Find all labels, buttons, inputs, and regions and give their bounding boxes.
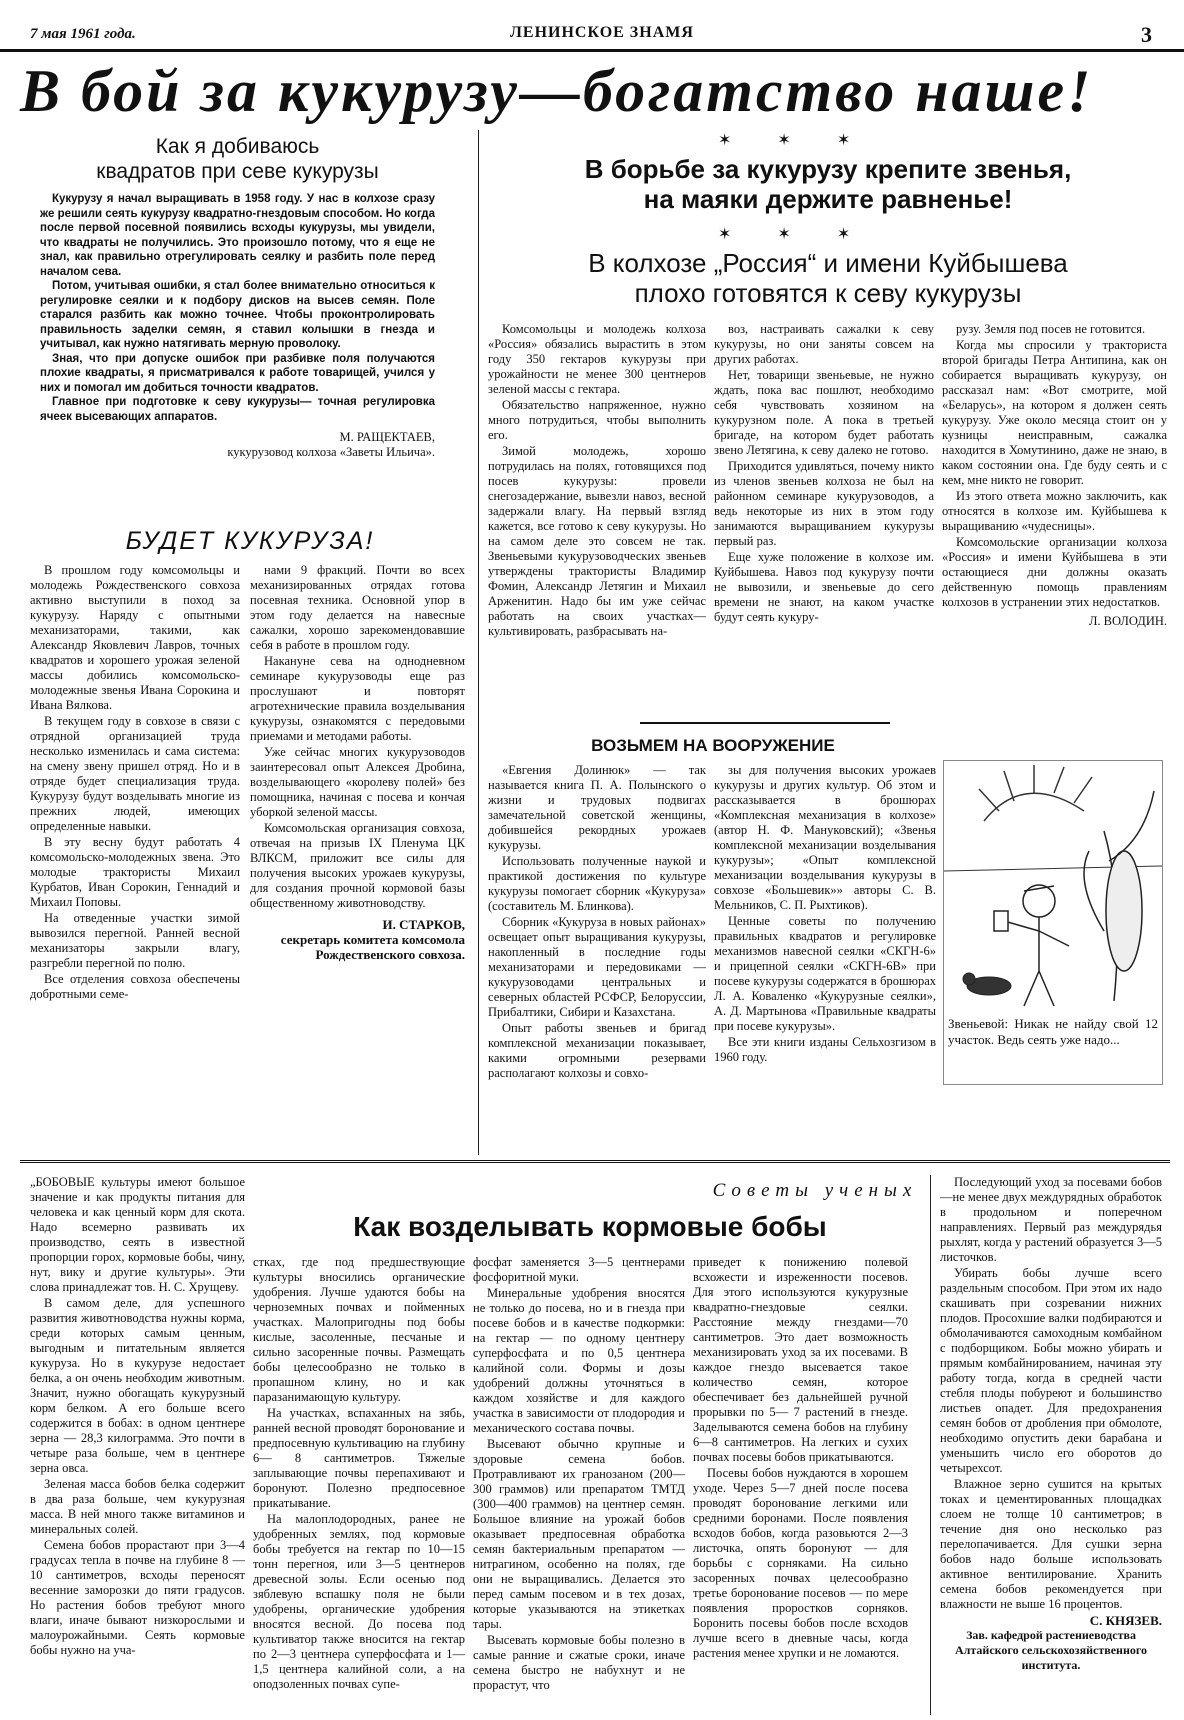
main-headline: В бой за кукурузу—богатство наше! [20, 58, 1094, 124]
separator-rule [640, 722, 890, 724]
signature-role: кукурузовод колхоза «Заветы Ильича». [227, 445, 435, 459]
text-column: Комсомольцы и молодежь колхоза «Россия» обязались вырастить в этом году 350 гектаров кукурузы при урожайности не менее 300 центнеров зеленой массы с гектара. Обязательство напряженное, нужно много потрудиться, чтобы выполнить его. Зимой молодежь, хорошо потрудилась на полях, готовящихся под посев кукурузы: провели снегозадержание, вывезли навоз, весной задержали влагу. На первый взгляд кажется, все готово к севу кукурузы. Но на самом деле это совсем не так. Звеньевыми кукурузоводческих звеньев утверждены трактористы Владимир Фомин, Александр Летягин и Михаил Арженитин. Надо бы им уже сейчас работать на своих участках—культивировать, разбрасывать на- [488, 322, 706, 638]
signature-name: Л. ВОЛОДИН. [1088, 614, 1167, 628]
article-quadrats [40, 134, 435, 514]
text-column: фосфат заменяется 3—5 центнерами фосфоритной муки. Минеральные удобрения вносятся не только до посева, но и в гнезда при посеве бобов и в качестве подкормки: на гектар — по одному центнеру суперфосфата и по 0,5 центнера калийной соли. Формы и дозы удобрений должны уточняться в каждом хозяйстве и для каждого участка в зависимости от плодородия и механического состава почвы. Высевают обычно крупные и здоровые семена бобов. Протравливают их гранозаном (200—300 граммов) или препаратом ТМТД (300—400 граммов) на центнер семян. Большое влияние на урожай бобов оказывает предпосевная обработка семян бактериальным препаратом — нитрагином, особенно на полях, где они не выращивались. Делается это перед самым посевом и в тех дозах, которые указываются на этикетках тары. Высевать кормовые бобы полезно в самые ранние и сжатые сроки, иначе семена быстро не набухнут и не прорастут, что [473, 1255, 685, 1692]
page-header [0, 0, 1184, 52]
stars-decoration: ✶✶✶ [718, 132, 897, 149]
cornstalk-icon [1084, 791, 1154, 1001]
text-column: нами 9 фракций. Почти во всех механизированных отрядах готова посевная техника. Основной упор в этом году делается на навесные сажалки, хорошо зарекомендовавшие себя в работе в прошлом году. Накануне сева на однодневном семинаре кукурузоводы еще раз прослушают и повторят агротехнические правила возделывания кукурузы, ознакомятся с передовыми приемами и методами работы. Уже сейчас многих кукурузоводов заинтересовал опыт Алексея Дробина, возделывающего «королеву полей» без помощника, начиная с посева и кончая уборкой зеленой массы. Комсомольская организация совхоза, отвечая на призыв IX Пленума ЦК ВЛКСМ, приложит все силы для получения высоких урожаев кукурузы, для создания прочной кормовой базы общественному животноводству. И. СТАРКОВ, секретарь комитета комсомола Рождественского совхоза. [250, 563, 465, 962]
article-title: В колхозе „Россия“ и имени Куйбышева плохо готовятся к севу кукурузы [588, 248, 1068, 308]
signature-role: Зав. кафедрой растениеводства Алтайского сельскохозяйственного института. [954, 1628, 1148, 1672]
paragraph: Потом, учитывая ошибки, я стал более внимательно относиться к регулировке сеялки и к подбору дисков на высев семян. Поле старался разбить как можно точнее. Чтобы проконтролировать правильность заделки семян, я ставил колышки в гнезда и учитывал, как нужно натягивать мерную проволоку. [40, 280, 435, 350]
text-column: стках, где под предшествующие культуры вносились органические удобрения. Лучше удаются бобы на черноземных почвах и пойменных участках. Малопригодны под бобы кислые, засоленные, песчаные и сильно засоренные почвы. Размещать бобы целесообразно не только в пропашном клину, но и как паразанимающую культуру. На участках, вспаханных на зябь, ранней весной проводят боронование и предпосевную культивацию на глубину 6— 8 сантиметров. Тяжелые заплывающие почвы перепахивают и боронуют. Полезно предпосевное прикатывание. На малоплодородных, ранее не удобренных землях, под кормовые бобы требуется на гектар по 10—15 тонн перегноя, или 3—5 центнеров древесной золы. Если осенью под зяблевую вспашку поля не были удобрены, органические удобрения вносятся весной. До посева под культиватор также вносится на гектар по 2—3 центнера суперфосфата и 1—1,5 центнера калийной соли, а на оподзоленных почвах супе- [253, 1255, 465, 1691]
text-column: воз, настраивать сажалки к севу кукурузы, но они заняты совсем на других работах. Нет, товарищи звеньевые, не нужно ждать, пока вас пошлют, необходимо себя чувствовать хозяином на кукурузном поле. А пока в третьей бригаде, на котором будет работать звено Летягина, к севу далеко не готово. Приходится удивляться, почему никто из членов звеньев колхоза не был на районном семинаре кукурузоводов, а ведь некоторые из них в этом году занимаются выращиванием кукурузы первый раз. Еще хуже положение в колхозе им. Куйбышева. Навоз под кукурузу почти не вывозили, и звеньевые до сего времени не знают, на каком участке будут сеять кукуру- [714, 322, 934, 624]
text-column: рузу. Земля под посев не готовится. Когда мы спросили у тракториста второй бригады Петра Антипина, как он собирается выращивать кукурузу, он рассказал нам: «Вот смотрите, мой «Беларусь», на котором я должен сеять кукурузу. Уже около месяца стоит он у кузницы неисправным, сажалка находится в Хомутинино, даже не знаю, в каком состоянии она. Где буду сеять и с кем, мне никто не говорит. Из этого ответа можно заключить, как относятся в колхозе им. Куйбышева к выращиванию «чудесницы». Комсомольские организации колхоза «Россия» и имени Куйбышева в эти остающиеся дни должны оказать действенную помощь правлениям колхозов в устранении этих недостатков. Л. ВОЛОДИН. [942, 322, 1167, 628]
article-title: Как я добиваюсь квадратов при севе кукурузы [96, 135, 379, 183]
article-title: Как возделывать кормовые бобы [353, 1211, 827, 1242]
article-title: ВОЗЬМЕМ НА ВООРУЖЕНИЕ [591, 736, 835, 755]
paragraph: Зная, что при допуске ошибок при разбивке поля получаются плохие квадраты, я присматривался к работе товарищей, учился у них и помогал им добиться точности квадратов. [40, 352, 435, 394]
newspaper-title: ЛЕНИНСКОЕ ЗНАМЯ [510, 24, 694, 41]
stars-decoration: ✶✶✶ [718, 226, 897, 243]
paragraph: Кукурузу я начал выращивать в 1958 году. У нас в колхозе сразу же решили сеять кукурузу квадратно-гнездовым способом. Но когда после первой посевной появились всходы кукурузы, мы увидели, что квадраты не получились. Это произошло потому, что я еще не знал, как правильно отрегулировать сеялку и разбить поле перед началом сева. [40, 193, 435, 278]
text-column: зы для получения высоких урожаев кукурузы и других культур. Об этом и рассказывается в брошюрах «Комплексная механизация в колхозе» (автор Н. Ф. Мануковский); «Звенья комплексной механизации возделывания кукурузы»; «Опыт комплексной механизации возделывания кукурузы в совхозе «Большевик»» авторы С. В. Мельников, С. П. Рыхтиков). Ценные советы по получению правильных квадратов и регулировке механизмов навесной сеялки «СКГН-6» и прицепной сеялки «СКГН-6В» при посеве кукурузы содержатся в брошюрах Л. А. Коваленко «Кукурузные сеялки», А. Д. Мартынова «Правильные квадраты при посеве кукурузы». Все эти книги изданы Сельхозгизом в 1960 году. [714, 763, 936, 1064]
section-divider [20, 1160, 1170, 1168]
text-column: Последующий уход за посевами бобов—не менее двух междурядных обработок в продольном и поперечном направлениях. Первый раз междурядья рыхлят, когда у растений образуется 3—5 листочков. Убирать бобы лучше всего раздельным способом. При этом их надо скашивать при созревании нижних плодов. Просохшие валки подбираются и обмолачиваются самоходным комбайном с подборщиком. Бобы можно убирать и прямым комбайнированием, начиная эту работу тогда, когда в средней части стебля плоды побуреют и большинство листьев опадет. Для предохранения семян бобов от дробления при обмолоте, необходимо опустить деки барабана и уменьшить число его оборотов до четырехсот. Влажное зерно сушится на крытых токах и цементированных площадках слоем не толще 10 сантиметров; в течение дня оно несколько раз перелопачивается. Для сушки зерна бобов надо больше использовать активное вентилирование. Хранить семена бобов рекомендуется при влажности не выше 16 процентов. С. КНЯЗЕВ. Зав. кафедрой растениеводства Алтайского сельскохозяйственного института. [940, 1175, 1162, 1672]
slogan: В борьбе за кукурузу крепите звенья, на маяки держите равненье! [584, 154, 1072, 214]
column-divider [930, 1175, 931, 1715]
signature-role: секретарь комитета комсомола Рождественского совхоза. [280, 932, 465, 962]
page-number: 3 [1141, 22, 1152, 47]
sun-icon [979, 765, 1092, 821]
cartoon-illustration [944, 761, 1162, 1011]
signature-name: И. СТАРКОВ, [382, 917, 465, 932]
paragraph: Главное при подготовке к севу кукурузы— точная регулировка ячеек высевающих аппаратов. [40, 396, 435, 423]
rubric: Советы ученых [712, 1180, 918, 1201]
signature-name: С. КНЯЗЕВ. [1089, 1613, 1162, 1628]
text-column: В прошлом году комсомольцы и молодежь Рождественского совхоза активно выступили в поход за кукурузу. Наряду с опытными механизаторами, такими, как Александр Яковлевич Лавров, точных квадратов и хорошего урожая зеленой массы добились комсомольско-молодежные звенья Ивана Сорокина и Ивана Вялкова. В текущем году в совхозе в связи с отрядной организацией труда несколько изменилась и сама система: на смену звену пришел отряд. Но и в отряде будет специализация труда. Кукурузу будут возделывать многие из прежних людей, имеющих определенные навыки. В эту весну будут работать 4 комсомольско-молодежных звена. Это молодые трактористы Михаил Курбатов, Иван Сорокин, Геннадий и Михаил Поповы. На отведенные участки зимой вывозился перегной. Ранней весной механизаторы закрыли влагу, разгребли перегной по полю. Все отделения совхоза обеспечены добротными семе- [30, 563, 240, 1001]
column-divider [478, 130, 479, 1155]
dog-icon [963, 973, 1011, 995]
cartoon [943, 760, 1163, 1085]
article-vozmem [488, 735, 938, 1155]
text-column: „БОБОВЫЕ культуры имеют большое значение и как продукты питания для человека и как ценный корм для скота. Надо всемерно развивать их производство, сеять в известной пропорции горох, кормовые бобы, чину, нут, вику и другие культуры». Эти слова принадлежат тов. Н. С. Хрущеву. В самом деле, для успешного развития животноводства нужны корма, среди которых самым ценным, выгодным и питательным является кукуруза. Но в кукурузе недостает белка, а он очень необходим животным. Значит, нужно обогащать кукурузный корм белком. А его больше всего содержится в бобах: в одном центнере зерна — 28,3 килограмма. Это почти в четыре раза больше, чем в центнере зерна овса. Зеленая масса бобов белка содержит в два раза больше, чем кукурузная масса. В ней много также витаминов и минеральных солей. Семена бобов прорастают при 3—4 градусах тепла в почве на глубине 8 — 10 сантиметров, всходы переносят весенние заморозки до пяти градусов. Но растения бобов требуют много влаги, иначе бывают низкорослыми и малоурожайными. Сеять кормовые бобы нужно на уча- [30, 1175, 245, 1657]
text-column: приведет к понижению полевой всхожести и изреженности посевов. Для этого используются кукурузные квадратно-гнездовые сеялки. Расстояние между гнездами—70 сантиметров. Это дает возможность механизировать уход за их посевами. В каждое гнездо высевается такое количество семян, которое обеспечивает без дальнейшей ручной прорывки по 5— 7 растений в гнезде. Заделываются семена бобов на глубину 6—8 сантиметров. На легких и сухих почвах посевы бобов прикатываются. Посевы бобов нуждаются в хорошем уходе. Через 5—7 дней после посева проводят боронование легкими или средними боронами. После появления всходов бобов, когда разовьются 2—3 листочка, опять боронуют — для борьбы с сорняками. На сильно засоренных почвах целесообразно третье боронование посевов — по мере появления проростков сорняков. Боронить посевы бобов после всходов лучше всего в дневные часы, когда растения менее хрупки и не ломаются. [693, 1255, 908, 1660]
signature-name: М. РАЩЕКТАЕВ, [339, 430, 435, 444]
article-russia-kolkhoz [488, 322, 1168, 740]
issue-date: 7 мая 1961 года. [30, 26, 136, 42]
article-budet-kukuruza [30, 525, 470, 1155]
article-title: БУДЕТ КУКУРУЗА! [125, 527, 375, 555]
text-column: «Евгения Долинюк» — так называется книга П. А. Полынского о жизни и трудовых подвигах замечательной советской женщины, добившейся рекордных урожаев кукурузы. Использовать полученные наукой и практикой достижения по культуре кукурузы помогает сборник «Кукуруза» (составитель М. Блинкова). Сборник «Кукуруза в новых районах» освещает опыт выращивания кукурузы, накопленный в последние годы механизаторами и передовиками — кукурузоводами центральных и северных областей РСФСР, Белоруссии, Прибалтики, Сибири и Казахстана. Опыт работы звеньев и бригад комплексной механизации показывает, какими огромными резервами располагают колхозы и совхо- [488, 763, 706, 1080]
cartoon-caption: Звеньевой: Никак не найду свой 12 участок. Ведь сеять уже надо... [948, 1016, 1158, 1047]
